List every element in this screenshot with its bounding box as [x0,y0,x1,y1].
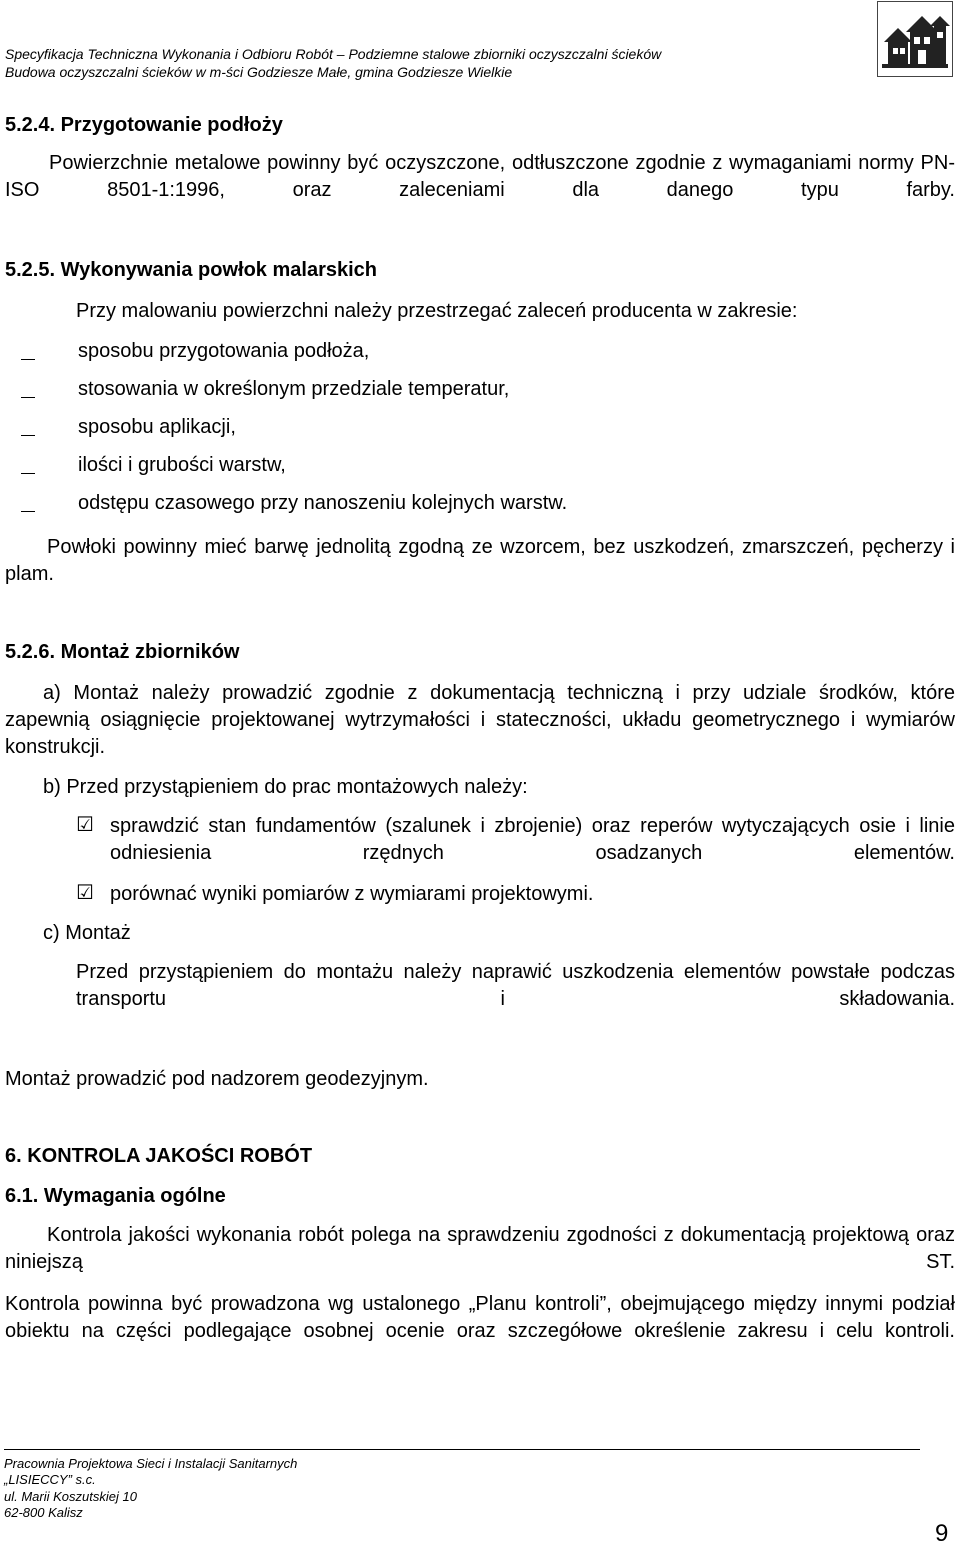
paragraph-61-a: Kontrola jakości wykonania robót polega na sprawdzeniu zgodności z dokumentacją projektową oraz niniejszą ST. [5,1224,955,1273]
section-heading-525: 5.2.5. Wykonywania powłok malarskich [5,259,378,281]
footer-divider [4,1449,920,1450]
footer-city: 62-800 Kalisz [4,1505,83,1520]
list-bullet-dash [21,511,35,512]
list-bullet-dash [21,473,35,474]
list-item: ilości i grubości warstw, [78,454,286,476]
paragraph-526-c: Przed przystąpieniem do montażu należy naprawić uszkodzenia elementów powstałe podczas transportu i składowania. [76,961,955,1010]
paragraph-526-b: b) Przed przystąpieniem do prac montażowych należy: [43,776,528,798]
paragraph-geodesy: Montaż prowadzić pod nadzorem geodezyjnym. [5,1068,429,1090]
paragraph-524: Powierzchnie metalowe powinny być oczyszczone, odtłuszczone zgodnie z wymaganiami normy PN-ISO 8501-1:1996, oraz zaleceniami dla danego typu farby. [5,152,955,201]
list-item: sposobu przygotowania podłoża, [78,340,370,362]
list-bullet-dash [21,359,35,360]
paragraph-525: Powłoki powinny mieć barwę jednolitą zgodną ze wzorcem, bez uszkodzeń, zmarszczeń, pęcherzy i plam. [5,536,955,585]
check-item: sprawdzić stan fundamentów (szalunek i zbrojenie) oraz reperów wytyczających osie i linie odniesienia rzędnych osadzanych elementów. [110,815,955,864]
house-logo-icon [877,1,953,77]
chapter-heading-6: 6. KONTROLA JAKOŚCI ROBÓT [5,1145,313,1167]
paragraph-526-c-label: c) Montaż [43,922,131,944]
list-item: odstępu czasowego przy nanoszeniu kolejnych warstw. [78,492,568,514]
header-title: Specyfikacja Techniczna Wykonania i Odbioru Robót – Podziemne stalowe zbiorniki oczyszczalni ścieków [5,46,662,62]
section-heading-526: 5.2.6. Montaż zbiorników [5,641,240,663]
list-bullet-dash [21,435,35,436]
check-item: porównać wyniki pomiarów z wymiarami projektowymi. [110,883,594,905]
list-item: stosowania w określonym przedziale temperatur, [78,378,510,400]
list-item: sposobu aplikacji, [78,416,236,438]
section-heading-524: 5.2.4. Przygotowanie podłoży [5,114,283,136]
footer-company-name: „LISIECCY” s.c. [4,1472,96,1487]
paragraph-61-b: Kontrola powinna być prowadzona wg ustalonego „Planu kontroli”, obejmującego między innymi podział obiektu na części podlegające osobnej ocenie oraz szczegółowe określenie zakresu i celu kontroli. [5,1293,955,1342]
checkbox-checked-icon: ☑ [76,880,94,904]
footer-company: Pracownia Projektowa Sieci i Instalacji Sanitarnych [4,1456,298,1471]
section-heading-61: 6.1. Wymagania ogólne [5,1185,226,1207]
page-number: 9 [935,1520,949,1547]
list-bullet-dash [21,397,35,398]
header-subtitle: Budowa oczyszczalni ścieków w m-ści Godziesze Małe, gmina Godziesze Wielkie [5,64,513,80]
paragraph-526-a: a) Montaż należy prowadzić zgodnie z dokumentacją techniczną i przy udziale środków, które zapewnią osiągnięcie projektowanej wytrzymałości i stateczności, układu geometrycznego i wymiarów konstrukcji. [5,682,955,758]
footer-street: ul. Marii Koszutskiej 10 [4,1489,137,1504]
checkbox-checked-icon: ☑ [76,812,94,836]
paragraph-525-intro: Przy malowaniu powierzchni należy przestrzegać zaleceń producenta w zakresie: [76,300,798,322]
